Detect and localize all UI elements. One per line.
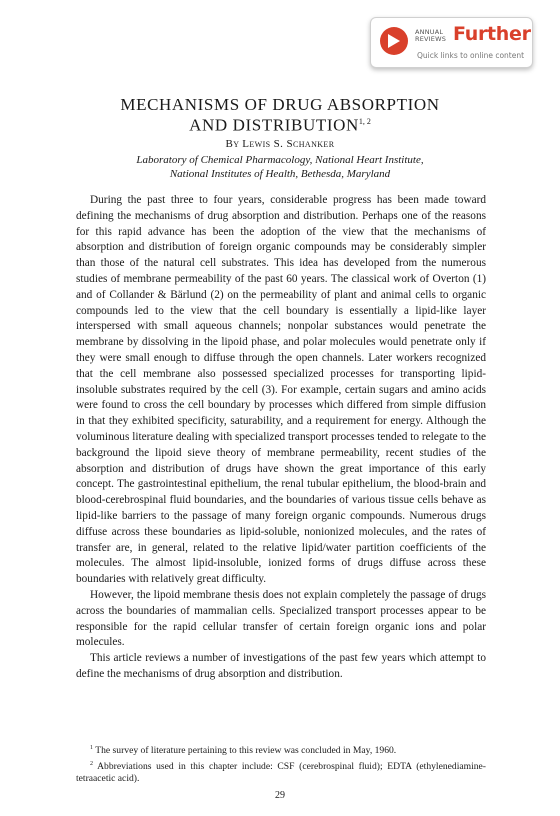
badge-further-label: Further <box>453 23 531 45</box>
badge-annual-reviews-label <box>415 29 446 43</box>
title-footnote-marks: 1, 2 <box>358 117 371 126</box>
affiliation-line-2: National Institutes of Health, Bethesda, Maryland <box>169 168 391 180</box>
footnote-2 <box>76 758 486 786</box>
affiliation <box>60 153 500 181</box>
page-number: 29 <box>275 790 285 801</box>
badge-annual-text: ANNUAL <box>415 28 444 36</box>
byline <box>60 138 500 150</box>
article-title <box>60 96 500 134</box>
title-line-2: AND DISTRIBUTION <box>189 115 359 135</box>
footnotes <box>76 742 486 786</box>
badge-reviews-text: REVIEWS <box>415 35 447 43</box>
footnote-1-mark: 1 <box>90 745 93 751</box>
annual-reviews-logo-icon <box>380 27 408 55</box>
footnote-2-mark: 2 <box>90 760 93 767</box>
title-line-1: MECHANISMS OF DRUG ABSORPTION <box>120 95 440 114</box>
footnote-1-text: The survey of literature pertaining to this review was concluded in May, 1960. <box>95 745 397 757</box>
body-paragraph-1: During the past three to four years, considerable progress has been made toward defining the mechanisms of drug absorption and distribution. Perhaps one of the reasons for this rapid advance has been the adoption of the view that the mechanisms of absorption and distribution of foreign organic compounds may be considerably simpler than those of the natural cell substrates. This idea has developed from the numerous studies of membrane permeability of the past 60 years. The classical work of Overton (1) and of Collander & Bärlund (2) on the permeability of plant and animal cells to organic compounds led to the view that the cell boundary is essentially a lipid-like layer interspersed with small aqueous channels; nonpolar substances would penetrate the membrane by dissolving in the lipoid phase, and polar molecules would penetrate only if they were small enough to diffuse through the open channels. Later workers recognized that the cell membrane also possessed specialized processes for transporting lipid-insoluble substrates required by the cell (3). For example, certain sugars and amino acids were found to cross the cell boundary by processes which differed from simple diffusion in that they exhibited specificity, saturability, and a requirement for energy. Although the voluminous literature dealing with specialized transport processes tended to relegate to the background the lipoid sieve theory of membrane permeability, recent studies of the absorption and distribution of drugs have shown the great importance of this early concept. The gastrointestinal epithelium, the renal tubular epithelium, the blood-brain and blood-cerebrospinal fluid boundaries, and the boundaries of various tissue cells behave as lipid-like barriers to the passage of many foreign organic compounds. Numerous drugs diffuse across these boundaries as lipid-soluble, nonionized molecules, and the rates of transfer are, in general, related to the relative lipid/water partition coefficients of the molecules. The almost lipid-insoluble, ionized forms of drugs diffuse across these boundaries with relatively great difficulty. <box>76 194 486 586</box>
author-name: Lewis S. Schanker <box>242 138 335 150</box>
affiliation-line-1: Laboratory of Chemical Pharmacology, National Heart Institute, <box>136 154 424 166</box>
byline-by: By <box>225 138 240 150</box>
footnote-2-text: Abbreviations used in this chapter include: CSF (cerebrospinal fluid); EDTA (ethylenediamine-tetraacetic acid). <box>76 760 486 785</box>
body-paragraph-2: However, the lipoid membrane thesis does not explain completely the passage of drugs across the boundaries of mammalian cells. Specialized transport processes appear to be responsible for the rapid cellular transfer of certain foreign organic ions and polar molecules. <box>76 588 486 649</box>
article-body <box>76 193 486 683</box>
body-paragraph-3: This article reviews a number of investigations of the past few years which attempt to define the mechanisms of drug absorption and distribution. <box>76 652 486 680</box>
footnote-1 <box>76 742 486 758</box>
further-badge[interactable] <box>370 17 533 68</box>
badge-subtitle: Quick links to online content <box>417 51 525 60</box>
